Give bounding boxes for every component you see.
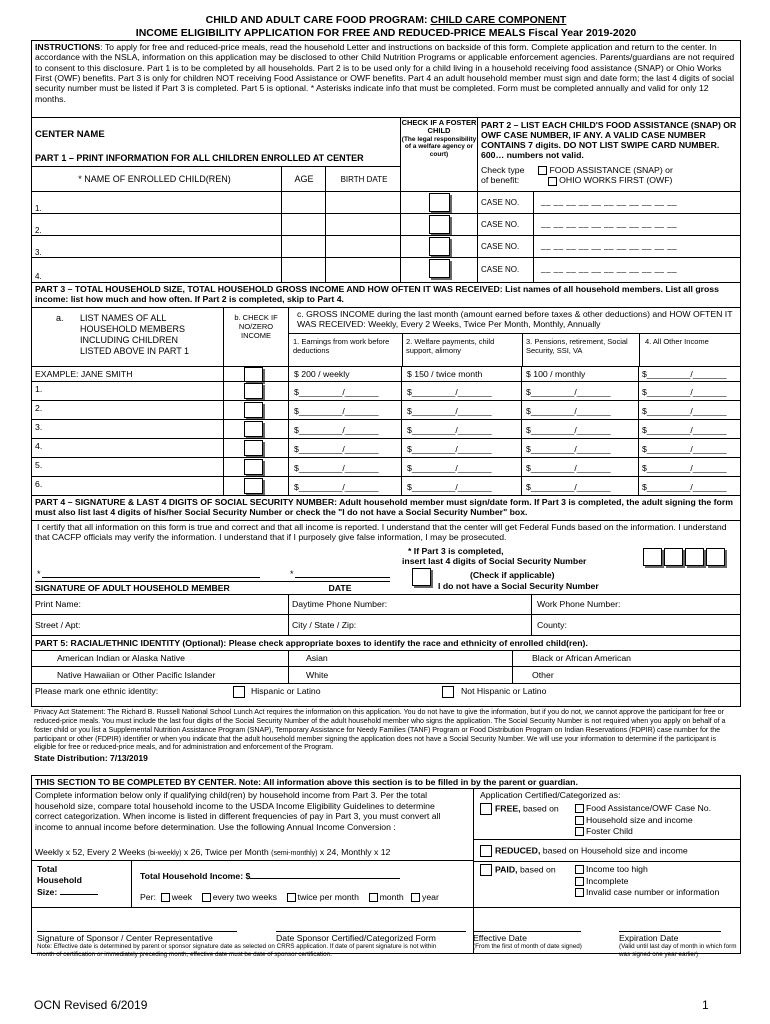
- paid-reason-checkbox-3[interactable]: [575, 888, 584, 897]
- foster-checkbox-4[interactable]: [429, 259, 450, 278]
- household-row: [32, 457, 740, 477]
- hh-size-line3: Size:: [37, 886, 58, 897]
- no-ssn-note: (Check if applicable): [470, 570, 555, 581]
- household-size-label: [37, 864, 98, 898]
- paid-based-label: based on: [517, 864, 556, 875]
- part1-left: [32, 118, 401, 282]
- effective-date-label: Effective Date: [473, 933, 527, 944]
- part1-part2-section: [31, 117, 741, 282]
- case-number-input-4[interactable]: __ __ __ __ __ __ __ __ __ __ __: [541, 264, 678, 274]
- income-4-input-5[interactable]: $_________/_______: [642, 463, 727, 474]
- income-1-input-2[interactable]: $_________/_______: [294, 406, 379, 417]
- child-rows: [32, 191, 400, 282]
- page-number: 1: [702, 998, 709, 1012]
- free-reasons: [575, 803, 711, 837]
- header-line2: INCOME ELIGIBILITY APPLICATION FOR FREE AND REDUCED-PRICE MEALS Fiscal Year 2019-2020: [135, 26, 637, 39]
- member-name-input-6[interactable]: [46, 477, 222, 495]
- income-1-input-4[interactable]: $_________/_______: [294, 444, 379, 455]
- race-american-indian[interactable]: American Indian or Alaska Native: [57, 653, 185, 664]
- example-income-3: $ 100 / monthly: [526, 369, 586, 380]
- expiration-date-label: Expiration Date: [619, 933, 679, 944]
- total-income-label: Total Household Income: $: [140, 871, 251, 882]
- household-rows: [32, 366, 740, 495]
- income-3-input-4[interactable]: $_________/_______: [526, 444, 611, 455]
- freq-week-checkbox[interactable]: [161, 893, 170, 902]
- center-section-title: THIS SECTION TO BE COMPLETED BY CENTER. Note: All information above this section is to be filled in by the parent or guardian.: [32, 776, 740, 789]
- income-4-input-2[interactable]: $_________/_______: [642, 406, 727, 417]
- child-name-input-2[interactable]: [36, 218, 276, 236]
- child-row-number: 2.: [35, 226, 42, 235]
- part3-title: PART 3 – TOTAL HOUSEHOLD SIZE, TOTAL HOUSEHOLD GROSS INCOME AND HOW OFTEN IT WAS RECEIVED: List names of all household members. List all gross income: list how much and how often. If Part 2 is completed, skip to Part 4.: [35, 284, 719, 305]
- sponsor-signature-input[interactable]: [37, 923, 237, 932]
- freq-week: week: [171, 892, 193, 903]
- conv-part-d: (semi-monthly): [271, 850, 318, 858]
- foster-heading: CHECK IF A FOSTER CHILD: [401, 118, 477, 136]
- paid-reason-3: Invalid case number or information: [586, 886, 720, 897]
- example-checkbox: [244, 367, 263, 382]
- income-2-input-5[interactable]: $_________/_______: [407, 463, 492, 474]
- case-no-label: CASE NO.: [481, 242, 520, 252]
- date-star: *: [290, 569, 294, 580]
- work-phone-label: Work Phone Number:: [537, 599, 621, 610]
- part1-col-headers: [32, 167, 400, 191]
- race-white[interactable]: White: [306, 670, 329, 681]
- paid-reason-1: Income too high: [586, 864, 648, 875]
- household-size-input[interactable]: [60, 886, 98, 895]
- paid-label: PAID,: [495, 864, 518, 875]
- col-c-heading: c. GROSS INCOME during the last month (amount earned before taxes & other deductions) and HOW OFTEN IT WAS RECEIVED: Weekly, Every 2 Weeks, Twice Per Month, Monthly, Annually: [297, 309, 733, 330]
- hispanic-checkbox[interactable]: [233, 686, 245, 698]
- paid-reasons: [575, 864, 719, 898]
- part5-section: [31, 635, 741, 706]
- check-type-label: Check type: [481, 165, 525, 176]
- free-checkbox[interactable]: [480, 803, 492, 815]
- col-age: AGE: [281, 167, 326, 191]
- instructions-label: INSTRUCTIONS: [35, 42, 101, 53]
- form-page: [31, 14, 741, 958]
- example-name: EXAMPLE: JANE SMITH: [35, 369, 133, 380]
- case-number-input-3[interactable]: __ __ __ __ __ __ __ __ __ __ __: [541, 241, 678, 251]
- child-name-input-1[interactable]: [36, 196, 276, 214]
- child-birth-input-1[interactable]: [325, 192, 402, 214]
- income-4-input-6[interactable]: $_________/_______: [642, 482, 727, 493]
- contact-row: [32, 594, 740, 615]
- foster-column: [401, 118, 478, 282]
- income-2-input-4[interactable]: $_________/_______: [407, 444, 492, 455]
- part3-col-a-header: [32, 308, 223, 366]
- county-input[interactable]: [582, 615, 737, 635]
- household-row: [32, 400, 740, 420]
- center-instructions: Complete information below only if qualifying child(ren) by household income from Part 3. Per the total household size, compare total household income to the USDA Income Eligibility Guidelines to determine correct categorization. When income is listed in different frequencies of pay in Part 3, you must convert all income to annual income before determination. Use the following Annual Income Conversion :: [35, 790, 441, 832]
- print-name-input[interactable]: [90, 595, 286, 614]
- part2-column: [478, 118, 740, 282]
- income-1-input-3[interactable]: $_________/_______: [294, 425, 379, 436]
- income-type-4: 4. All Other Income: [645, 337, 709, 347]
- print-name-label: Print Name:: [35, 599, 81, 610]
- reduced-option: [473, 839, 740, 862]
- sponsor-date-label: Date Sponsor Certified/Categorized Form: [276, 933, 436, 944]
- ethnic-identity-label: Please mark one ethnic identity:: [35, 686, 159, 697]
- income-3-input-3[interactable]: $_________/_______: [526, 425, 611, 436]
- child-age-input-3[interactable]: [281, 236, 326, 258]
- effective-date-note: (From the first of month of date signed): [473, 943, 582, 951]
- income-1-input-5[interactable]: $_________/_______: [294, 463, 379, 474]
- col-a-letter: a.: [56, 313, 64, 324]
- state-distribution: State Distribution: 7/13/2019: [34, 753, 148, 764]
- conversion-formula: [35, 847, 390, 858]
- foster-checkbox-1[interactable]: [429, 193, 450, 212]
- free-reason-2: Household size and income: [586, 814, 693, 825]
- freq-year: year: [421, 892, 439, 903]
- freq-month-checkbox[interactable]: [369, 893, 378, 902]
- instructions-box: [31, 40, 741, 117]
- free-reason-1: Food Assistance/OWF Case No.: [586, 803, 712, 814]
- reduced-checkbox[interactable]: [480, 845, 492, 857]
- row-number: 5.: [35, 460, 43, 471]
- case-no-label: CASE NO.: [481, 220, 520, 230]
- expiration-date-note: (Valid until last day of month in which form was signed one year earlier): [619, 943, 737, 958]
- free-label: FREE,: [495, 803, 521, 814]
- reduced-rest: based on Household size and income: [540, 845, 688, 856]
- sig-star: *: [37, 569, 41, 580]
- row-number: 4.: [35, 441, 43, 452]
- case-number-input-1[interactable]: __ __ __ __ __ __ __ __ __ __ __: [541, 197, 678, 207]
- income-3-input-6[interactable]: $_________/_______: [526, 482, 611, 493]
- paid-reason-checkbox-2[interactable]: [575, 877, 584, 886]
- row-number: 2.: [35, 403, 43, 414]
- benefit-type: [481, 165, 673, 185]
- freq-semimonthly: twice per month: [297, 892, 359, 903]
- foster-subheading: (The legal responsibility of a welfare agency or court): [401, 135, 477, 158]
- child-row-number: 4.: [35, 272, 42, 281]
- freq-year-checkbox[interactable]: [411, 893, 420, 902]
- freq-biweekly-checkbox[interactable]: [202, 893, 211, 902]
- of-benefit-label: of benefit:: [481, 175, 520, 186]
- hh-size-line2: Household: [37, 875, 82, 886]
- child-birth-input-3[interactable]: [325, 236, 402, 258]
- reduced-label: REDUCED,: [495, 845, 541, 856]
- center-name-label: CENTER NAME: [35, 129, 105, 141]
- example-income-1: $ 200 / weekly: [294, 369, 350, 380]
- free-reason-checkbox-3[interactable]: [575, 827, 584, 836]
- member-name-input-1[interactable]: [46, 382, 222, 400]
- no-income-checkbox-5[interactable]: [244, 459, 263, 475]
- income-type-2: 2. Welfare payments, child support, alimony: [406, 337, 495, 356]
- member-name-input-2[interactable]: [46, 401, 222, 419]
- revision-label: OCN Revised 6/2019: [34, 998, 148, 1012]
- free-reason-checkbox-2[interactable]: [575, 816, 584, 825]
- household-row: [32, 381, 740, 401]
- income-1-input-1[interactable]: $_________/_______: [294, 387, 379, 398]
- case-number-input-2[interactable]: __ __ __ __ __ __ __ __ __ __ __: [541, 219, 678, 229]
- row-number: 6.: [35, 479, 43, 490]
- income-frequency: [140, 892, 439, 902]
- income-4-input-1[interactable]: $_________/_______: [642, 387, 727, 398]
- foster-checkbox-2[interactable]: [429, 215, 450, 234]
- household-row: [32, 476, 740, 496]
- owf-option-label: OHIO WORKS FIRST (OWF): [559, 175, 673, 186]
- free-reason-checkbox-1[interactable]: [575, 804, 584, 813]
- free-reason-3: Foster Child: [586, 825, 633, 836]
- form-header: [31, 14, 741, 39]
- privacy-statement: [31, 706, 741, 775]
- race-asian[interactable]: Asian: [306, 653, 328, 664]
- ssn-digit-1[interactable]: [643, 548, 662, 566]
- household-row: [32, 419, 740, 439]
- ssn-digit-4[interactable]: [706, 548, 725, 566]
- instructions-text: : To apply for free and reduced-price meals, read the household Letter and instructions on backside of this form. Complete application and return to the center. In accordance with the NSLA, information on this application may be disclosed to other Child Nutrition Programs or applicable enforcement agencies. Parents/guardians are not required to consent to this disclosure. Part 1 is to be completed by all households. Part 2 is to be used only for a child living in a household receiving food assistance (SNAP) or Ohio Works First (OWF) benefits. Part 3 is only for children NOT receiving Food Assistance or OWF benefits. Part 4 an adult household member must sign and date form; the last 4 digits of social security number must be listed if Part 3 is completed. Part 5 is optional. * Asterisks indicate info that must be completed. Form must be completed annually and valid for only 12 months.: [35, 42, 735, 104]
- child-name-input-4[interactable]: [36, 264, 276, 282]
- date-label: DATE: [290, 581, 390, 593]
- ssn-digit-2[interactable]: [664, 548, 683, 566]
- freq-semimonthly-checkbox[interactable]: [287, 893, 296, 902]
- snap-checkbox[interactable]: [538, 166, 547, 175]
- sponsor-date-input[interactable]: [276, 923, 466, 932]
- income-4-input-4[interactable]: $_________/_______: [642, 444, 727, 455]
- no-ssn-checkbox[interactable]: [412, 568, 431, 586]
- part3-section: [31, 282, 741, 495]
- signature-date-input[interactable]: [295, 562, 390, 578]
- no-ssn-label: I do not have a Social Security Number: [438, 581, 599, 592]
- paid-reason-checkbox-1[interactable]: [575, 865, 584, 874]
- free-option: [480, 803, 559, 815]
- child-name-input-3[interactable]: [36, 240, 276, 258]
- conv-part-c: x 26, Twice per Month: [181, 847, 272, 858]
- center-section: [31, 775, 741, 958]
- expiration-date-input[interactable]: [619, 923, 721, 932]
- household-row: [32, 438, 740, 458]
- race-black[interactable]: Black or African American: [532, 653, 631, 664]
- effective-date-input[interactable]: [473, 923, 581, 932]
- conv-part-a: Weekly x 52, Every 2 Weeks: [35, 847, 148, 858]
- col-a-heading: LIST NAMES OF ALL HOUSEHOLD MEMBERS INCLUDING CHILDREN LISTED ABOVE IN PART 1: [80, 313, 190, 356]
- header-component: CHILD CARE COMPONENT: [430, 14, 567, 26]
- no-income-checkbox-4[interactable]: [244, 440, 263, 456]
- part2-title: PART 2 – LIST EACH CHILD'S FOOD ASSISTANCE (SNAP) OR OWF CASE NUMBER, IF ANY. A VALID CASE NUMBER CONTAINS 7 digits. DO NOT LIST SWIPE CARD NUMBER. 600… numbers not valid.: [481, 120, 737, 161]
- case-no-label: CASE NO.: [481, 198, 520, 208]
- part3-col-c-header: [288, 308, 740, 366]
- sponsor-signature-label: Signature of Sponsor / Center Representative: [37, 933, 213, 944]
- owf-checkbox[interactable]: [548, 177, 557, 186]
- no-income-checkbox-6[interactable]: [244, 478, 263, 494]
- child-row-number: 1.: [35, 204, 42, 213]
- not-hispanic-checkbox[interactable]: [442, 686, 454, 698]
- ssn-digits: [643, 548, 725, 566]
- income-3-input-2[interactable]: $_________/_______: [526, 406, 611, 417]
- example-income-2: $ 150 / twice month: [407, 369, 483, 380]
- daytime-phone-label: Daytime Phone Number:: [292, 599, 388, 610]
- income-type-3: 3. Pensions, retirement, Social Security, SSI, VA: [526, 337, 628, 356]
- freq-biweekly: every two weeks: [212, 892, 277, 903]
- total-income-row: [140, 870, 400, 881]
- race-native-hawaiian[interactable]: Native Hawaiian or Other Pacific Islander: [57, 670, 216, 681]
- per-label: Per:: [140, 892, 156, 903]
- income-2-input-6[interactable]: $_________/_______: [407, 482, 492, 493]
- ssn-digit-3[interactable]: [685, 548, 704, 566]
- income-1-input-6[interactable]: $_________/_______: [294, 482, 379, 493]
- income-4-input-3[interactable]: $_________/_______: [642, 425, 727, 436]
- freq-month: month: [379, 892, 404, 903]
- member-name-input-3[interactable]: [46, 420, 222, 438]
- col-birth-date: BIRTH DATE: [325, 167, 402, 191]
- child-row-number: 3.: [35, 248, 42, 257]
- part1-title: PART 1 – PRINT INFORMATION FOR ALL CHILDREN ENROLLED AT CENTER: [35, 153, 364, 164]
- city-label: City / State / Zip:: [292, 620, 357, 631]
- col-b-heading: b. CHECK IF NO/ZERO INCOME: [223, 308, 288, 366]
- hispanic-label: Hispanic or Latino: [251, 686, 321, 697]
- work-phone-input[interactable]: [632, 595, 737, 614]
- member-name-input-4[interactable]: [46, 439, 222, 457]
- privacy-text: Privacy Act Statement: The Richard B. Russell National School Lunch Act requires the information on this application. You do not have to give the information, but if you do not, we cannot approve the participant for free or reduced-price meals. You must include the last four digits of the Social Security Number of the adult household member who signs the application. The Social Security Number is not required when you apply on behalf of a foster child or you list a Supplemental Nutrition Assistance Program (SNAP), Temporary Assistance for Needy Families (TANF) Program or Food Distribution Program on Indian Reservations (FDPIR) case number for the participant or other (FDPIR) identifier or when you indicate that the adult household member signing the application does not have a Social Security Number. We will use your information to determine if the participant is eligible for free or reduced-price meals, and for administration and enforcement of the Program.: [34, 708, 726, 752]
- member-name-input-5[interactable]: [46, 458, 222, 476]
- part5-title: PART 5: RACIAL/ETHNIC IDENTITY (Optional): Please check appropriate boxes to identify the race and ethnicity of enrolled child(ren).: [35, 638, 588, 649]
- income-type-1: 1. Earnings from work before deductions: [293, 337, 390, 356]
- income-2-input-1[interactable]: $_________/_______: [407, 387, 492, 398]
- child-age-input-1[interactable]: [281, 192, 326, 214]
- case-no-label: CASE NO.: [481, 265, 520, 275]
- signature-label: SIGNATURE OF ADULT HOUSEHOLD MEMBER: [35, 581, 290, 593]
- total-income-input[interactable]: [250, 870, 400, 879]
- adult-signature-input[interactable]: [42, 562, 260, 578]
- certification-text: I certify that all information on this form is true and correct and that all income is reported. I understand that the center will get Federal Funds based on the information. I understand that CACFP officials may verify the information. I understand that if I purposely give false information, I may be prosecuted.: [35, 522, 727, 543]
- part4-section: [31, 495, 741, 635]
- race-other[interactable]: Other: [532, 670, 554, 681]
- no-income-checkbox-3[interactable]: [244, 421, 263, 437]
- conv-part-b: (bi-weekly): [147, 850, 182, 858]
- col-child-name: * NAME OF ENROLLED CHILD(REN): [78, 174, 231, 185]
- header-line1-prefix: CHILD AND ADULT CARE FOOD PROGRAM:: [205, 14, 431, 26]
- income-2-input-2[interactable]: $_________/_______: [407, 406, 492, 417]
- address-row: [32, 614, 740, 636]
- city-input[interactable]: [382, 615, 529, 635]
- paid-reason-2: Incomplete: [586, 875, 629, 886]
- no-income-checkbox-2[interactable]: [244, 402, 263, 418]
- income-3-input-5[interactable]: $_________/_______: [526, 463, 611, 474]
- row-number: 3.: [35, 422, 43, 433]
- example-row: [32, 366, 740, 382]
- paid-checkbox[interactable]: [480, 864, 492, 876]
- free-based-label: based on: [520, 803, 559, 814]
- child-birth-input-4[interactable]: [325, 258, 402, 282]
- county-label: County:: [537, 620, 567, 631]
- example-income-4: $_________/_______: [642, 369, 727, 380]
- daytime-phone-input[interactable]: [404, 595, 529, 614]
- row-number: 1.: [35, 384, 43, 395]
- foster-checkbox-3[interactable]: [429, 237, 450, 256]
- conv-part-e: x 24, Monthly x 12: [317, 847, 391, 858]
- snap-option-label: FOOD ASSISTANCE (SNAP) or: [549, 165, 673, 176]
- effective-date-rule: Note: Effective date is determined by parent or sponsor signature date as selected on CRRS application. If date of parent signature is not within month of certification or immediately preceding month, effective date must be date of sponsor certification.: [37, 943, 437, 958]
- ssn-note-2: insert last 4 digits of Social Security Number: [402, 556, 587, 567]
- not-hispanic-label: Not Hispanic or Latino: [461, 686, 547, 697]
- street-input[interactable]: [90, 615, 286, 635]
- street-label: Street / Apt:: [35, 620, 81, 631]
- child-birth-input-2[interactable]: [325, 214, 402, 236]
- certified-title: Application Certified/Categorized as:: [480, 790, 621, 801]
- income-2-input-3[interactable]: $_________/_______: [407, 425, 492, 436]
- hh-size-line1: Total: [37, 864, 58, 875]
- part4-title: PART 4 – SIGNATURE & LAST 4 DIGITS OF SOCIAL SECURITY NUMBER: Adult household member must sign/date form. If Part 3 is completed, the adult signing the form must also list last 4 digits of his/her Social Security Number or check the "I do not have a Social Security Number" box.: [35, 497, 733, 518]
- child-age-input-4[interactable]: [281, 258, 326, 282]
- no-income-checkbox-1[interactable]: [244, 383, 263, 399]
- child-age-input-2[interactable]: [281, 214, 326, 236]
- ssn-note-1: * If Part 3 is completed,: [408, 546, 504, 557]
- paid-option: [480, 864, 556, 876]
- income-3-input-1[interactable]: $_________/_______: [526, 387, 611, 398]
